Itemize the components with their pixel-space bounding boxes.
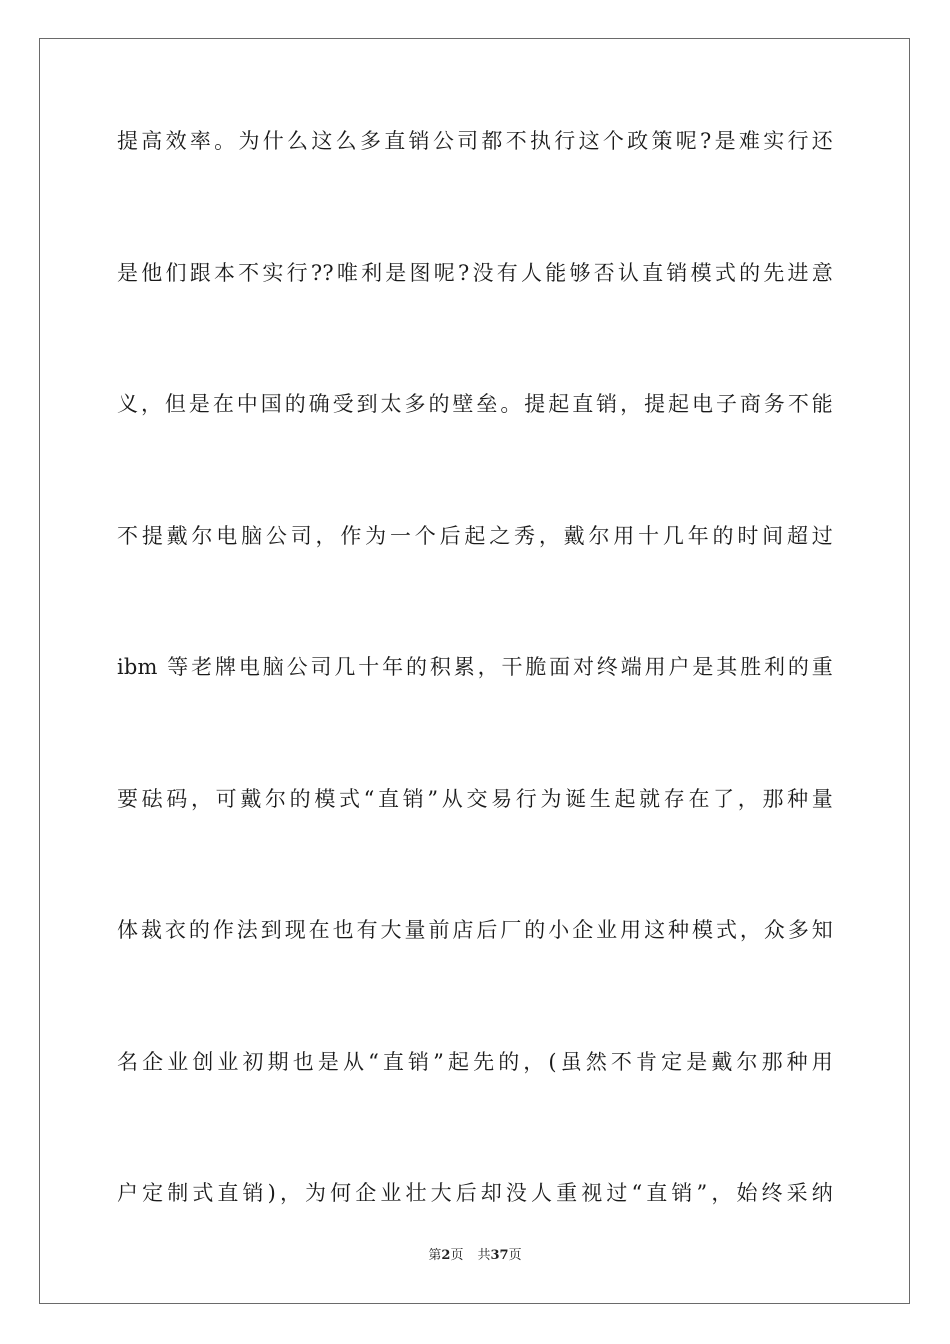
total-suffix: 页 (508, 1248, 522, 1263)
page-footer (0, 1248, 950, 1264)
text-line-7: 体裁衣的作法到现在也有大量前店后厂的小企业用这种模式，众多知 (117, 918, 833, 942)
page-suffix: 页 (450, 1248, 464, 1263)
text-line-5: ibm 等老牌电脑公司几十年的积累，干脆面对终端用户是其胜利的重 (117, 655, 833, 679)
text-line-1: 提高效率。为什么这么多直销公司都不执行这个政策呢?是难实行还 (117, 129, 833, 153)
page-prefix: 第 (428, 1248, 442, 1263)
text-line-8: 名企业创业初期也是从“直销”起先的，(虽然不肯定是戴尔那种用 (117, 1049, 833, 1074)
text-line-2: 是他们跟本不实行??唯利是图呢?没有人能够否认直销模式的先进意 (117, 260, 833, 285)
total-pages: 37 (490, 1248, 509, 1263)
body-text (117, 130, 833, 1314)
text-line-4: 不提戴尔电脑公司，作为一个后起之秀，戴尔用十几年的时间超过 (117, 523, 833, 548)
total-prefix: 共 (477, 1248, 491, 1263)
text-line-3: 义，但是在中国的确受到太多的壁垒。提起直销，提起电子商务不能 (117, 392, 833, 416)
text-line-6: 要砝码，可戴尔的模式“直销”从交易行为诞生起就存在了，那种量 (117, 786, 833, 811)
page-number: 2 (441, 1248, 451, 1263)
text-line-9: 户定制式直销)，为何企业壮大后却没人重视过“直销”，始终采纳 (117, 1181, 833, 1205)
